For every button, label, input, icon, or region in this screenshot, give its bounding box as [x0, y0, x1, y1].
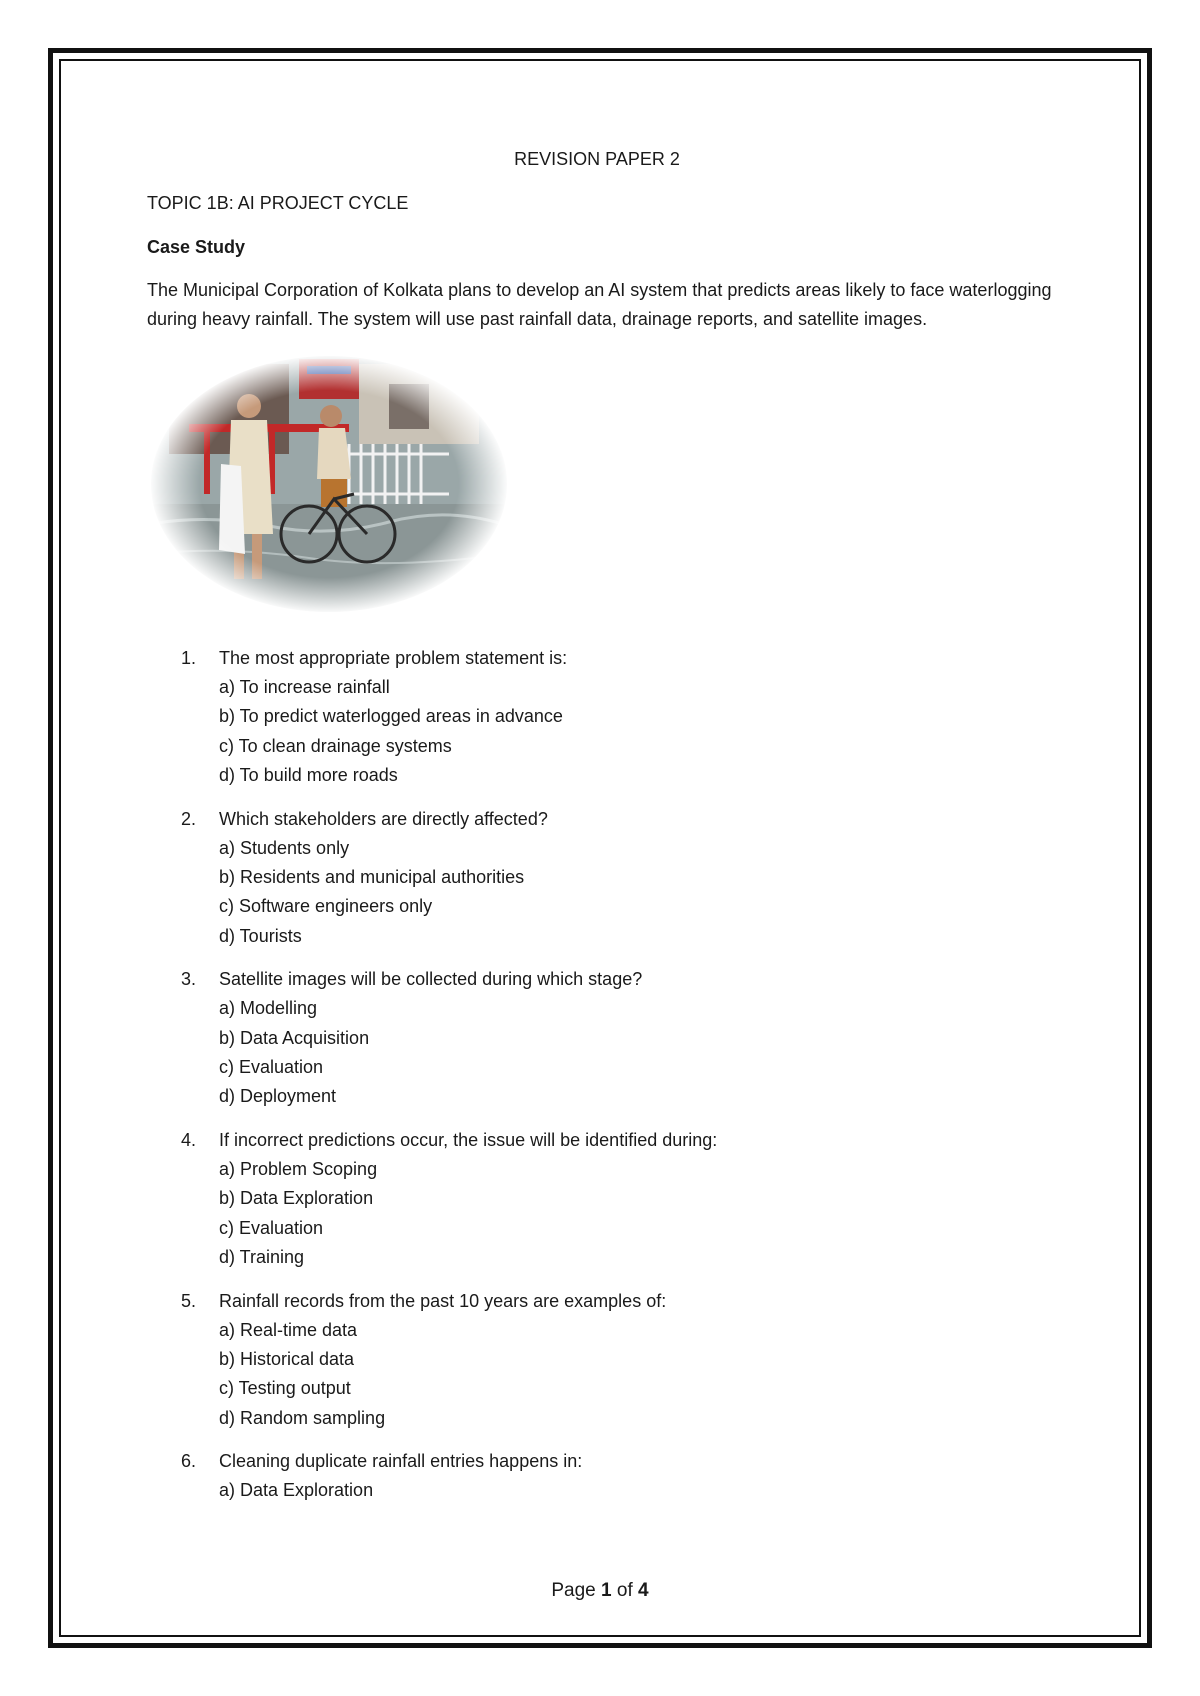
question-text: The most appropriate problem statement is:	[219, 648, 568, 668]
answer-option: b) Historical data	[219, 1348, 355, 1369]
answer-option: b) Residents and municipal authorities	[219, 867, 525, 888]
document-body	[147, 146, 1067, 1520]
question-number: 2.	[181, 808, 197, 829]
answer-option: c) Evaluation	[219, 1057, 324, 1078]
answer-option: a) Students only	[219, 837, 350, 858]
answer-option: a) Modelling	[219, 998, 318, 1019]
question-item	[147, 965, 1067, 1112]
question-text: Rainfall records from the past 10 years are examples of:	[219, 1290, 667, 1311]
question-list	[147, 644, 1067, 1506]
answer-option: c) Software engineers only	[219, 896, 433, 917]
answer-option: a) Real-time data	[219, 1319, 358, 1340]
case-study-intro: The Municipal Corporation of Kolkata plans to develop an AI system that predicts areas likely to face waterlogging during heavy rainfall. The system will use past rainfall data, drainage reports, and satellite images.	[147, 280, 1052, 329]
question-text: Cleaning duplicate rainfall entries happens in:	[219, 1451, 583, 1472]
paper-title: REVISION PAPER 2	[514, 149, 680, 169]
answer-option: c) Testing output	[219, 1378, 351, 1399]
question-number: 3.	[181, 969, 197, 990]
answer-option: a) Problem Scoping	[219, 1158, 378, 1179]
question-item	[147, 805, 1067, 952]
answer-option: d) Tourists	[219, 925, 302, 946]
question-number: 6.	[181, 1451, 197, 1472]
topic-heading: TOPIC 1B: AI PROJECT CYCLE	[147, 193, 409, 213]
question-number: 1.	[181, 648, 197, 668]
question-text: If incorrect predictions occur, the issue will be identified during:	[219, 1129, 718, 1150]
answer-option: b) Data Exploration	[219, 1188, 374, 1209]
page-separator: of	[616, 1580, 633, 1601]
question-number: 4.	[181, 1129, 197, 1150]
answer-option: d) Training	[219, 1247, 305, 1268]
answer-option: b) Data Acquisition	[219, 1027, 370, 1048]
page-label: Page	[551, 1580, 596, 1601]
waterlogged-street-photo	[149, 354, 509, 614]
question-item	[147, 1126, 1067, 1273]
question-item	[147, 1287, 1067, 1434]
answer-option: a) To increase rainfall	[219, 677, 390, 697]
question-number: 5.	[181, 1290, 197, 1311]
answer-option: d) Random sampling	[219, 1407, 386, 1428]
answer-option: c) To clean drainage systems	[219, 735, 452, 756]
answer-option: c) Evaluation	[219, 1217, 324, 1238]
page-total: 4	[638, 1580, 649, 1601]
page-footer	[0, 1578, 1200, 1604]
question-item	[147, 1447, 1067, 1505]
question-item	[147, 644, 1067, 791]
answer-option: a) Data Exploration	[219, 1480, 374, 1501]
case-study-heading: Case Study	[147, 237, 246, 257]
question-text: Which stakeholders are directly affected?	[219, 808, 548, 829]
question-text: Satellite images will be collected during which stage?	[219, 969, 643, 990]
answer-option: d) Deployment	[219, 1086, 337, 1107]
answer-option: b) To predict waterlogged areas in advance	[219, 706, 563, 727]
answer-option: d) To build more roads	[219, 765, 398, 786]
page-current: 1	[601, 1580, 612, 1601]
